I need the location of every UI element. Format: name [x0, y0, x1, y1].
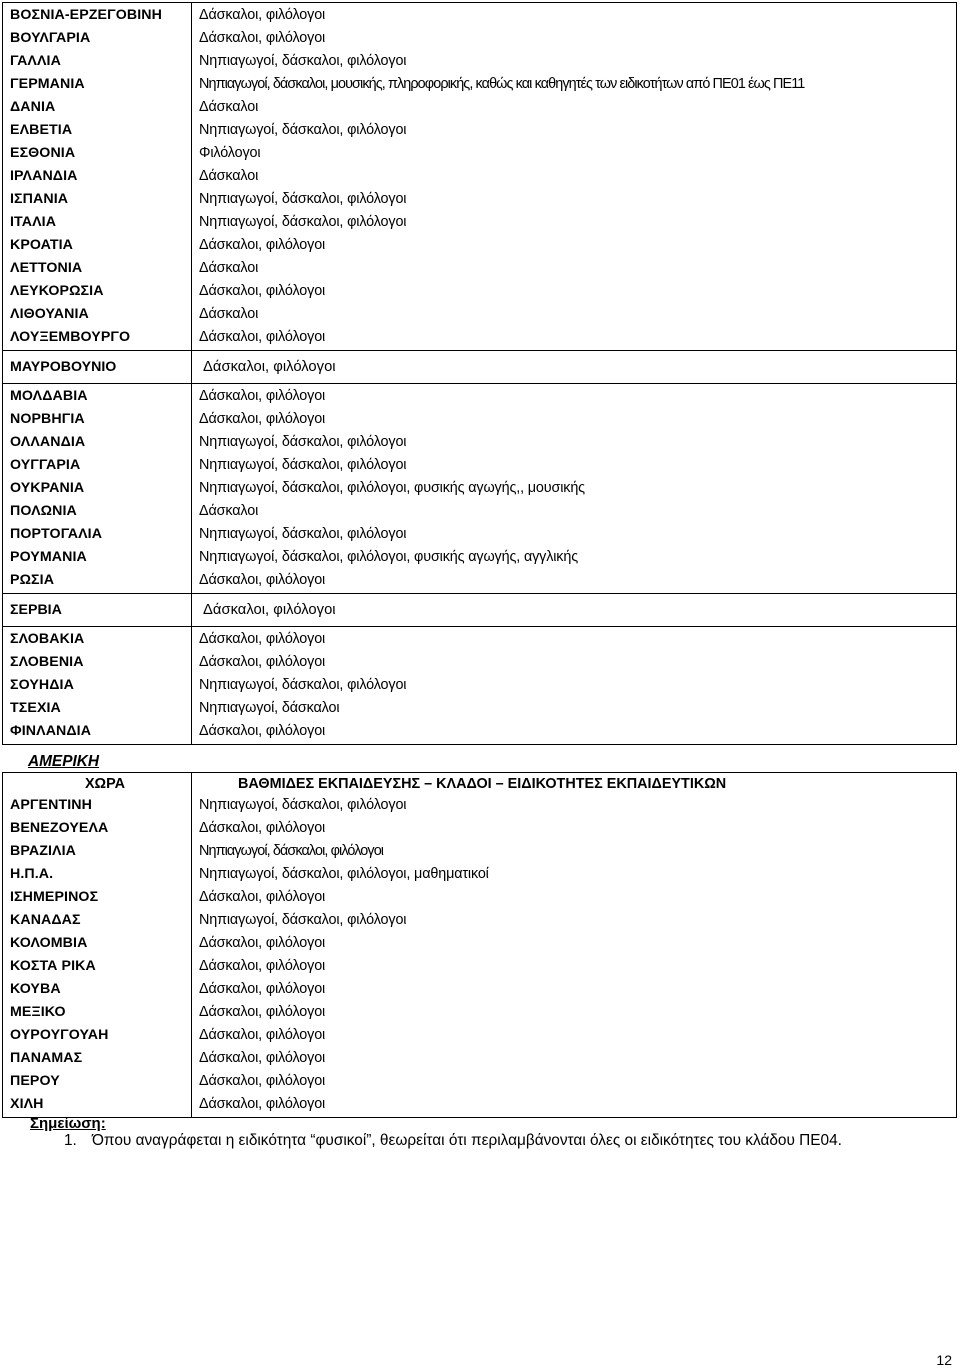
specialty-text: Φιλόλογοι: [199, 145, 261, 161]
country-name: ΟΥΡΟΥΓΟΥΑΗ: [10, 1027, 109, 1043]
country-name: ΝΟΡΒΗΓΙΑ: [10, 411, 85, 427]
specialties-column: [192, 773, 957, 1118]
specialty-text: Δάσκαλοι: [199, 168, 259, 184]
country-name: ΚΟΛΟΜΒΙΑ: [10, 935, 88, 951]
country-name: ΧΙΛΗ: [10, 1096, 44, 1112]
specialty-text: Νηπιαγωγοί, δάσκαλοι, φιλόλογοι, φυσικής αγωγής,, μουσικής: [199, 480, 585, 496]
specialty-text: Δάσκαλοι, φιλόλογοι: [199, 1004, 326, 1020]
specialty-text: Δάσκαλοι, φιλόλογοι: [203, 359, 336, 375]
country-name: ΛΟΥΞΕΜΒΟΥΡΓΟ: [10, 329, 131, 345]
specialty-text: Δάσκαλοι, φιλόλογοι: [199, 935, 326, 951]
country-name: ΚΟΥΒΑ: [10, 981, 61, 997]
country-name: ΣΛΟΒΕΝΙΑ: [10, 654, 84, 670]
specialty-text: Νηπιαγωγοί, δάσκαλοι, φιλόλογοι, φυσικής αγωγής, αγγλικής: [199, 549, 578, 565]
specialty-text: Δάσκαλοι: [199, 503, 259, 519]
specialty-list: [194, 628, 956, 743]
specialty-text: Δάσκαλοι, φιλόλογοι: [199, 1027, 326, 1043]
specialty-list: [194, 794, 956, 1116]
specialty-text: Δάσκαλοι, φιλόλογοι: [199, 237, 326, 253]
table-row: [3, 384, 957, 594]
column-header-specialties: ΒΑΘΜΙΔΕΣ ΕΚΠΑΙΔΕΥΣΗΣ – ΚΛΑΔΟΙ – ΕΙΔΙΚΟΤΗΤΕΣ ΕΚΠΑΙΔΕΥΤΙΚΩΝ: [238, 776, 727, 792]
country-name: ΜΟΛΔΑΒΙΑ: [10, 388, 88, 404]
specialty-text: Δάσκαλοι, φιλόλογοι: [199, 283, 326, 299]
specialty-text: Νηπιαγωγοί, δάσκαλοι, φιλόλογοι, μαθηματικοί: [199, 866, 489, 882]
specialty-text: Νηπιαγωγοί, δάσκαλοι, φιλόλογοι: [199, 843, 384, 859]
country-name: ΜΕΞΙΚΟ: [10, 1004, 66, 1020]
note-text: Όπου αναγράφεται η ειδικότητα “φυσικοί”, θεωρείται ότι περιλαμβάνονται όλες οι ειδικότητες του κλάδου ΠΕ04.: [92, 1132, 842, 1149]
specialty-text: Νηπιαγωγοί, δάσκαλοι, φιλόλογοι: [199, 191, 407, 207]
specialty-text: Νηπιαγωγοί, δάσκαλοι, φιλόλογοι: [199, 457, 407, 473]
specialty-text: Νηπιαγωγοί, δάσκαλοι, φιλόλογοι: [199, 122, 407, 138]
country-name: ΕΛΒΕΤΙΑ: [10, 122, 73, 138]
country-name: ΒΡΑΖΙΛΙΑ: [10, 843, 76, 859]
specialty-text: Δάσκαλοι: [199, 306, 259, 322]
country-name: ΟΥΚΡΑΝΙΑ: [10, 480, 85, 496]
country-name: ΠΕΡΟΥ: [10, 1073, 60, 1089]
specialty-text: Νηπιαγωγοί, δάσκαλοι, μουσικής, πληροφορικής, καθώς και καθηγητές των ειδικοτήτων από ΠΕ01 έως ΠΕ11: [199, 76, 805, 92]
europe-countries-table: [2, 2, 957, 745]
country-name: ΙΣΗΜΕΡΙΝΟΣ: [10, 889, 99, 905]
country-list: [5, 4, 191, 349]
country-name: ΦΙΝΛΑΝΔΙΑ: [10, 723, 92, 739]
specialty-text: Νηπιαγωγοί, δάσκαλοι, φιλόλογοι: [199, 214, 407, 230]
country-name: ΚΡΟΑΤΙΑ: [10, 237, 73, 253]
america-countries-table: [2, 772, 957, 1118]
country-name: ΒΟΥΛΓΑΡΙΑ: [10, 30, 91, 46]
country-name: ΓΑΛΛΙΑ: [10, 53, 61, 69]
country-column: [3, 3, 192, 351]
country-name: ΡΟΥΜΑΝΙΑ: [10, 549, 87, 565]
table-row: [3, 773, 957, 1118]
specialty-text: Δάσκαλοι, φιλόλογοι: [199, 411, 326, 427]
specialty-text: Δάσκαλοι, φιλόλογοι: [199, 958, 326, 974]
country-name: ΛΕΥΚΟΡΩΣΙΑ: [10, 283, 104, 299]
country-name: ΡΩΣΙΑ: [10, 572, 55, 588]
country-name: ΛΙΘΟΥΑΝΙΑ: [10, 306, 89, 322]
specialty-text: Νηπιαγωγοί, δάσκαλοι: [199, 700, 340, 716]
specialty-list: [194, 4, 956, 349]
page-number: 12: [936, 1352, 952, 1368]
table-row: [3, 351, 957, 384]
country-name: ΚΟΣΤΑ ΡΙΚΑ: [10, 958, 96, 974]
country-name: ΙΡΛΑΝΔΙΑ: [10, 168, 78, 184]
specialty-text: Δάσκαλοι, φιλόλογοι: [199, 820, 326, 836]
country-name: ΒΟΣΝΙΑ-ΕΡΖΕΓΟΒΙΝΗ: [10, 7, 162, 23]
country-name: ΣΕΡΒΙΑ: [10, 602, 62, 618]
specialty-text: Δάσκαλοι: [199, 99, 259, 115]
country-name: ΠΟΡΤΟΓΑΛΙΑ: [10, 526, 103, 542]
table-row: [3, 627, 957, 745]
specialty-text: Δάσκαλοι, φιλόλογοι: [199, 654, 326, 670]
specialty-text: Δάσκαλοι, φιλόλογοι: [199, 723, 326, 739]
country-name: ΠΑΝΑΜΑΣ: [10, 1050, 83, 1066]
country-name: ΔΑΝΙΑ: [10, 99, 56, 115]
specialty-text: Δάσκαλοι, φιλόλογοι: [199, 1073, 326, 1089]
country-column: [3, 773, 192, 1118]
specialties-column: [192, 3, 957, 351]
specialty-text: Νηπιαγωγοί, δάσκαλοι, φιλόλογοι: [199, 53, 407, 69]
country-name: ΜΑΥΡΟΒΟΥΝΙΟ: [10, 359, 117, 375]
country-name: ΛΕΤΤΟΝΙΑ: [10, 260, 83, 276]
country-list: [5, 385, 191, 592]
region-title: ΑΜΕΡΙΚΗ: [28, 753, 99, 770]
specialty-text: Δάσκαλοι, φιλόλογοι: [199, 572, 326, 588]
specialty-text: Νηπιαγωγοί, δάσκαλοι, φιλόλογοι: [199, 912, 407, 928]
country-name: ΙΤΑΛΙΑ: [10, 214, 57, 230]
note-number: 1.: [64, 1132, 77, 1149]
specialty-text: Δάσκαλοι, φιλόλογοι: [199, 1096, 326, 1112]
country-list: [5, 794, 191, 1116]
country-name: ΣΛΟΒΑΚΙΑ: [10, 631, 85, 647]
country-name: ΚΑΝΑΔΑΣ: [10, 912, 81, 928]
country-name: Η.Π.Α.: [10, 866, 54, 882]
specialty-text: Νηπιαγωγοί, δάσκαλοι, φιλόλογοι: [199, 526, 407, 542]
country-list: [5, 628, 191, 743]
specialty-text: Δάσκαλοι, φιλόλογοι: [203, 602, 336, 618]
specialty-text: Νηπιαγωγοί, δάσκαλοι, φιλόλογοι: [199, 677, 407, 693]
note-title: Σημείωση:: [30, 1115, 106, 1132]
note-item: [64, 1132, 842, 1150]
specialty-text: Δάσκαλοι, φιλόλογοι: [199, 30, 326, 46]
specialty-text: Δάσκαλοι, φιλόλογοι: [199, 981, 326, 997]
country-name: ΠΟΛΩΝΙΑ: [10, 503, 77, 519]
country-name: ΓΕΡΜΑΝΙΑ: [10, 76, 85, 92]
table-row: [3, 3, 957, 351]
specialty-list: [194, 385, 956, 592]
country-name: ΟΛΛΑΝΔΙΑ: [10, 434, 86, 450]
country-name: ΣΟΥΗΔΙΑ: [10, 677, 74, 693]
table-row: [3, 594, 957, 627]
country-name: ΙΣΠΑΝΙΑ: [10, 191, 69, 207]
specialty-text: Δάσκαλοι, φιλόλογοι: [199, 388, 326, 404]
specialty-text: Δάσκαλοι, φιλόλογοι: [199, 7, 326, 23]
country-name: ΤΣΕΧΙΑ: [10, 700, 61, 716]
country-name: ΑΡΓΕΝΤΙΝΗ: [10, 797, 92, 813]
country-name: ΟΥΓΓΑΡΙΑ: [10, 457, 81, 473]
specialty-text: Δάσκαλοι, φιλόλογοι: [199, 1050, 326, 1066]
country-name: ΒΕΝΕΖΟΥΕΛΑ: [10, 820, 109, 836]
specialty-text: Νηπιαγωγοί, δάσκαλοι, φιλόλογοι: [199, 434, 407, 450]
specialty-text: Νηπιαγωγοί, δάσκαλοι, φιλόλογοι: [199, 797, 407, 813]
column-header-country: ΧΩΡΑ: [84, 776, 125, 792]
country-name: ΕΣΘΟΝΙΑ: [10, 145, 76, 161]
specialty-text: Δάσκαλοι, φιλόλογοι: [199, 889, 326, 905]
specialty-text: Δάσκαλοι, φιλόλογοι: [199, 329, 326, 345]
specialty-text: Δάσκαλοι, φιλόλογοι: [199, 631, 326, 647]
specialty-text: Δάσκαλοι: [199, 260, 259, 276]
